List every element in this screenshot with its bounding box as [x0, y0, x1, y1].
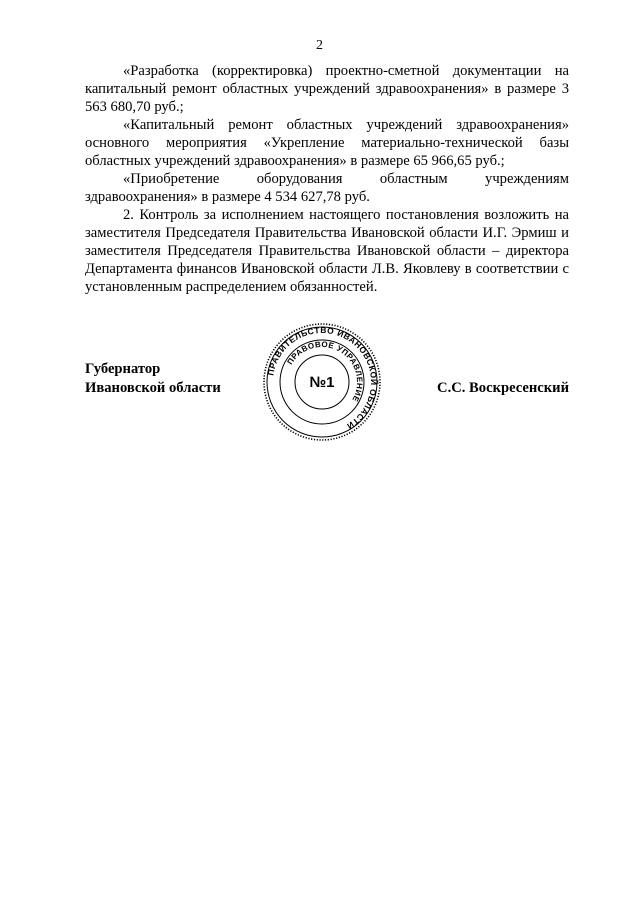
signatory-title-line-1: Губернатор	[85, 361, 161, 377]
signatory-title	[85, 360, 221, 398]
official-seal	[262, 322, 382, 442]
page-number: 2	[316, 38, 323, 53]
signatory-name: С.С. Воскресенский	[437, 380, 569, 396]
signatory-title-line-2: Ивановской области	[85, 380, 221, 396]
paragraph-control-clause: 2. Контроль за исполнением настоящего постановления возложить на заместителя Председателя Правительства Ивановской области И.Г. Эрмиш и заместителя Председателя Правительства Ивановской области – директора Департамента финансов Ивановской области Л.В. Яковлеву в соответствии с установленным распределением обязанностей.	[85, 207, 569, 295]
seal-inner-text: ПРАВОВОЕ УПРАВЛЕНИЕ	[285, 339, 365, 404]
document-body	[85, 62, 569, 296]
seal-outer-text: ПРАВИТЕЛЬСТВО ИВАНОВСКОЙ ОБЛАСТИ	[265, 324, 380, 432]
paragraph-equipment-purchase: «Приобретение оборудования областным учреждениям здравоохранения» в размере 4 534 627,78 руб.	[85, 171, 569, 205]
seal-center-number: №1	[309, 374, 335, 391]
paragraph-design-documentation: «Разработка (корректировка) проектно-сметной документации на капитальный ремонт областных учреждений здравоохранения» в размере 3 563 680,70 руб.;	[85, 63, 569, 115]
paragraph-capital-repair: «Капитальный ремонт областных учреждений здравоохранения» основного мероприятия «Укрепление материально-технической базы областных учреждений здравоохранения» в размере 65 966,65 руб.;	[85, 117, 569, 169]
